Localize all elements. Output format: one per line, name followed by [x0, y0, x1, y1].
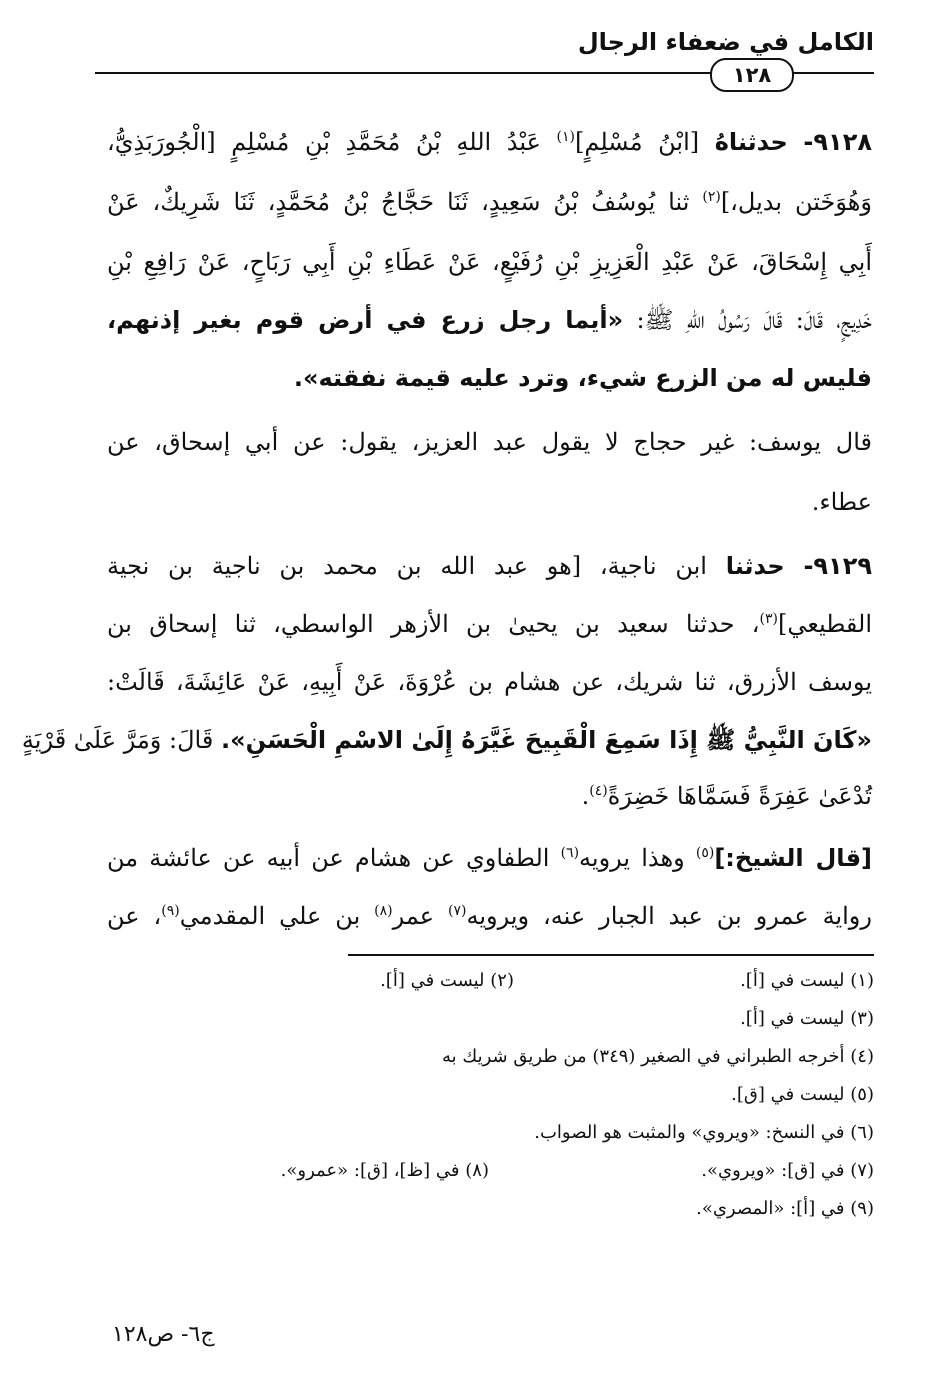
footnote-1: (١) ليست في [أ].	[740, 970, 874, 991]
hadith-9129-line-5	[107, 776, 872, 818]
page-number-badge	[710, 58, 794, 92]
sheikh-comment-line-2	[107, 896, 872, 938]
sheikh-comment-line-1	[107, 838, 872, 880]
hadith-matn: فليس له من الزرع شيء، وترد عليه قيمة نفقته».	[293, 364, 872, 392]
footnote-3: (٣) ليست في [أ].	[740, 1008, 874, 1029]
text-span: عطاء.	[811, 488, 872, 516]
footnote-ref: (٧)	[448, 903, 467, 919]
volume-page-reference: ج٦- ص١٢٨	[112, 1322, 215, 1347]
hadith-9129-line-3	[107, 662, 872, 704]
footnote-ref: (٦)	[560, 845, 580, 861]
footnote-separator	[348, 954, 874, 956]
comment-line-2	[107, 482, 872, 524]
hadith-9129-line-1	[107, 546, 872, 588]
footnote-ref: (٣)	[759, 611, 778, 627]
footnote-8: (٨) في [ظ]، [ق]: «عمرو».	[280, 1160, 489, 1181]
footnote-ref: (٨)	[374, 903, 393, 919]
text-span: ، عن	[107, 902, 162, 930]
footnote-ref: (٢)	[702, 189, 721, 205]
text-span: رواية عمرو بن عبد الجبار عنه، ويرويه	[466, 902, 872, 930]
text-span: قال يوسف: غير حجاج لا يقول عبد العزيز، يقول: عن أبي إسحاق، عن	[107, 428, 872, 456]
text-span: ابن ناجية، [هو عبد الله بن محمد بن ناجية بن نجية	[107, 552, 707, 580]
footnote-4: (٤) أخرجه الطبراني في الصغير (٣٤٩) من طريق شريك به	[442, 1046, 874, 1067]
hadith-9129-line-4	[21, 720, 872, 762]
text-span: تُدْعَىٰ عَفِرَةً فَسَمَّاهَا خَضِرَةً	[607, 782, 872, 810]
footnote-ref: (٤)	[589, 783, 608, 799]
hadith-9128-line-4	[107, 300, 872, 342]
footnote-ref: (١)	[556, 129, 575, 145]
hadith-9128-line-1	[107, 122, 872, 164]
hadith-9129-line-2	[107, 604, 872, 646]
hadith-number: ٩١٢٩-	[803, 552, 872, 580]
text-span: أَبِي إِسْحَاقَ، عَنْ عَبْدِ الْعَزِيزِ بْنِ رُفَيْعٍ، عَنْ عَطَاءِ بْنِ أَبِي رَبَاحٍ، عَنْ رَافِعِ بْنِ	[107, 248, 872, 276]
text-span: وهذا يرويه	[579, 844, 685, 872]
page-number: ١٢٨	[732, 63, 772, 87]
sheikh-label: [قال الشيخ:]	[714, 844, 873, 872]
text-span: يوسف الأزرق، ثنا شريك، عن هشام بن عُرْوَةَ، عَنْ أَبِيهِ، عَنْ عَائِشَةَ، قَالَتْ:	[107, 668, 872, 696]
text-span: الطفاوي عن هشام عن أبيه عن عائشة من	[107, 844, 550, 872]
hadith-9128-line-3	[107, 242, 872, 284]
text-span: عمر	[392, 902, 435, 930]
hadith-keyword: حدثنا	[725, 552, 785, 580]
text-span: وَهُوَخَتن بديل،]	[720, 188, 872, 216]
running-header-title: الكامل في ضعفاء الرجال	[577, 28, 874, 56]
hadith-number: ٩١٢٨-	[803, 128, 872, 156]
text-span: ثنا يُوسُفُ بْنُ سَعِيدٍ، ثَنَا حَجَّاجُ بْنُ مُحَمَّدٍ، ثَنَا شَرِيكٌ، عَنْ	[107, 188, 690, 216]
comment-line-1	[107, 422, 872, 464]
text-span: خَدِيجٍ، قَالَ: قَالَ رَسُولُ اللهِ ﷺ:	[636, 306, 872, 334]
footnote-ref: (٩)	[161, 903, 180, 919]
hadith-9128-line-5	[107, 358, 872, 400]
text-span: القطيعي]	[778, 610, 872, 638]
hadith-matn: «كَانَ النَّبِيُّ ﷺ إِذَا سَمِعَ الْقَبِيحَ غَيَّرَهُ إِلَىٰ الاسْمِ الْحَسَنِ».	[220, 726, 872, 754]
footnote-6: (٦) في النسخ: «ويروي» والمثبت هو الصواب.	[534, 1122, 874, 1143]
hadith-keyword: حدثناهُ	[714, 128, 788, 156]
hadith-9128-line-2	[107, 182, 872, 224]
footnote-2: (٢) ليست في [أ].	[380, 970, 514, 991]
footnote-7: (٧) في [ق]: «ويروي».	[701, 1160, 874, 1181]
text-span: قَالَ: وَمَرَّ عَلَىٰ قَرْيَةٍ	[21, 726, 214, 754]
text-span: عَبْدُ اللهِ بْنُ مُحَمَّدِ بْنِ مُسْلِمٍ [الْجُورَبَذِيُّ،	[107, 128, 541, 156]
text-span: [ابْنُ مُسْلِمٍ]	[575, 128, 700, 156]
footnote-5: (٥) ليست في [ق].	[731, 1084, 874, 1105]
hadith-matn: «أيما رجل زرع في أرض قوم بغير إذنهم،	[107, 306, 624, 334]
text-span: بن علي المقدمي	[179, 902, 361, 930]
footnote-9: (٩) في [أ]: «المصري».	[696, 1198, 874, 1219]
footnote-ref: (٥)	[695, 845, 715, 861]
text-span: .	[581, 782, 590, 810]
text-span: ، حدثنا سعيد بن يحيىٰ بن الأزهر الواسطي، ثنا إسحاق بن	[107, 610, 760, 638]
